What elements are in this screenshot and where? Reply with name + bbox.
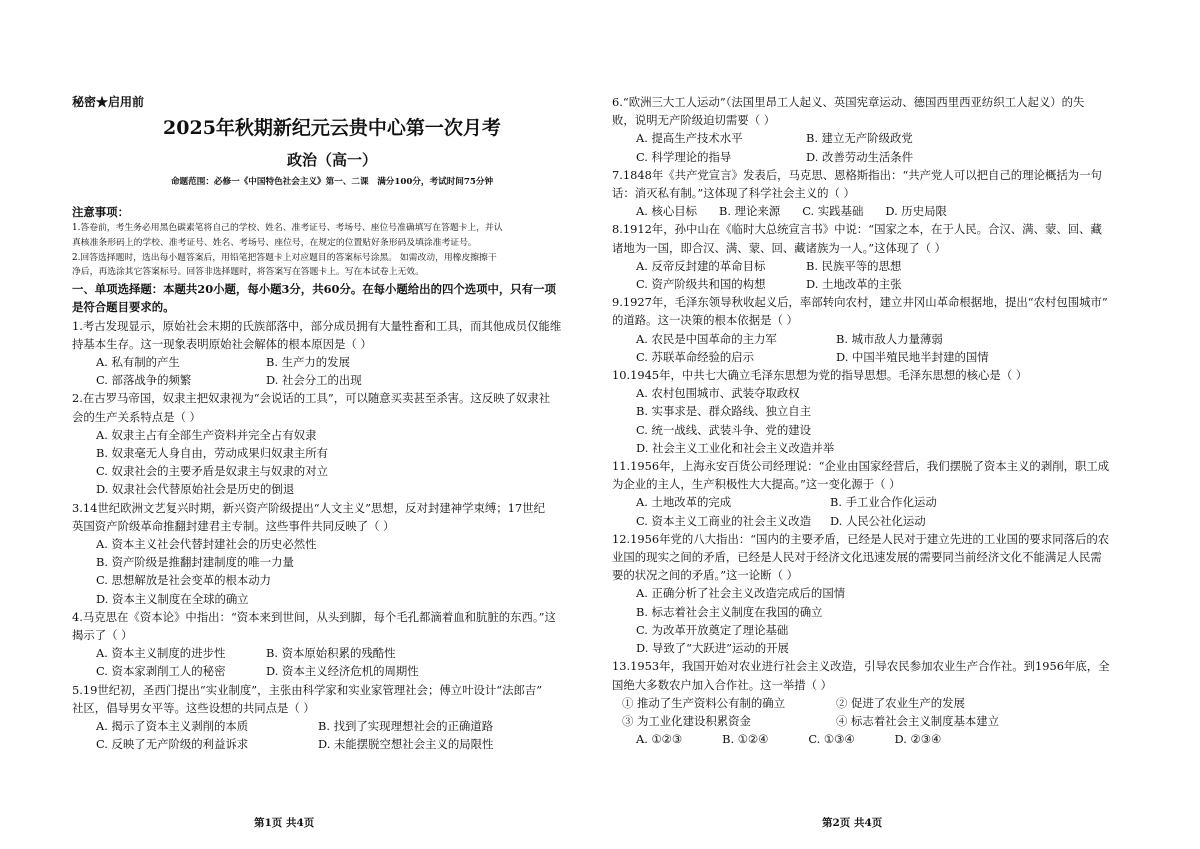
answer-option-row — [612, 493, 1160, 511]
answer-option: B. 手工业合作化运动 — [830, 495, 937, 510]
question-stem: 11.1956年，上海永安百货公司经理说：“企业由国家经营后，我们摆脱了资本主义的剥削，职工成 — [612, 459, 1110, 474]
question-item — [612, 93, 1160, 166]
question-stem: 7.1848年《共产党宣言》发表后，马克思、恩格斯指出：“共产党人可以把自己的理论概括为一句 — [612, 167, 1102, 182]
answer-option: A. 农民是中国革命的主力军 — [636, 331, 777, 346]
answer-option-row — [72, 644, 592, 662]
answer-option: D. ②③④ — [894, 732, 942, 747]
question-item — [72, 499, 592, 608]
answer-option: B. 找到了实现理想社会的正确道路 — [318, 719, 494, 734]
statement-row — [612, 712, 1160, 730]
question-stem: 5.19世纪初，圣西门提出“实业制度”，主张由科学家和实业家管理社会；傅立叶设计“法郎吉” — [72, 682, 543, 697]
question-stem: 揭示了（ ） — [72, 628, 133, 643]
answer-option: D. 奴隶社会代替原始社会是历史的倒退 — [96, 482, 295, 497]
answer-option: D. 社会主义工业化和社会主义改造并举 — [636, 440, 835, 455]
answer-option: B. 城市敌人力量薄弱 — [836, 331, 943, 346]
statement-item: ① 推动了生产资料公有制的确立 — [622, 695, 786, 710]
notice-heading: 注意事项： — [72, 205, 129, 219]
answer-option: C. 部落战争的频繁 — [96, 373, 192, 388]
question-stem: 8.1912年，孙中山在《临时大总统宣言书》中说：“国家之本，在于人民。合汉、满、蒙、回、藏 — [612, 222, 1102, 237]
question-item — [612, 166, 1160, 221]
question-item — [612, 530, 1160, 657]
statement-item: ④ 标志着社会主义制度基本建立 — [836, 713, 1000, 728]
answer-option: B. 标志着社会主义制度在我国的确立 — [636, 604, 823, 619]
question-stem: 1.考古发现显示，原始社会末期的氏族部落中，部分成员拥有大量牲畜和工具，而其他成员仅能维 — [72, 318, 562, 333]
answer-option-row — [612, 202, 1160, 220]
answer-option: B. 民族平等的思想 — [806, 258, 902, 273]
answer-option-row — [612, 348, 1160, 366]
answer-option: A. ①②③ — [636, 732, 683, 747]
statement-item: ③ 为工业化建设积累资金 — [622, 713, 751, 728]
question-stem: 会的生产关系特点是（ ） — [72, 409, 201, 424]
answer-option-row — [612, 275, 1160, 293]
question-stem: 败，说明无产阶级迫切需要（ ） — [612, 113, 776, 128]
answer-option-row — [612, 129, 1160, 147]
right-column — [612, 93, 1160, 748]
question-list — [72, 317, 592, 754]
answer-option-row — [612, 330, 1160, 348]
answer-option: D. 人民公社化运动 — [830, 513, 926, 528]
page-footer: 第1页 共4页 — [254, 817, 315, 829]
answer-option-row — [72, 717, 592, 735]
question-item — [612, 657, 1160, 748]
question-stem: 的道路。这一决策的根本依据是（ ） — [612, 313, 798, 328]
answer-option: B. 资产阶级是推翻封建制度的唯一力量 — [96, 555, 294, 570]
answer-option-row — [612, 730, 1160, 748]
answer-option: C. ①③④ — [808, 732, 855, 747]
answer-option: C. 奴隶社会的主要矛盾是奴隶主与奴隶的对立 — [96, 464, 328, 479]
question-stem: 10.1945年，中共七大确立毛泽东思想为党的指导思想。毛泽东思想的核心是（ ） — [612, 368, 1028, 383]
answer-option: C. 资本家剥削工人的秘密 — [96, 664, 226, 679]
section-heading: 一、单项选择题：本题共20小题，每小题3分，共60分。在每小题给出的四个选项中，只有一项 — [72, 282, 556, 297]
answer-option: B. 奴隶毫无人身自由，劳动成果归奴隶主所有 — [96, 446, 329, 461]
answer-option: A. 核心目标 — [636, 204, 698, 219]
question-item — [72, 608, 592, 681]
question-item — [72, 389, 592, 498]
question-stem: 诸地为一国，即合汉、满、蒙、回、藏诸族为一人。”这体现了（ ） — [612, 240, 947, 255]
answer-option: A. 提高生产技术水平 — [636, 131, 743, 146]
answer-option: C. 实践基础 — [802, 204, 864, 219]
question-stem: 3.14世纪欧洲文艺复兴时期，新兴资产阶级提出“人文主义”思想，反对封建神学束缚；17世纪 — [72, 500, 545, 515]
answer-option: C. 科学理论的指导 — [636, 149, 732, 164]
answer-option-row — [612, 257, 1160, 275]
answer-option-row — [72, 735, 592, 753]
question-stem: 12.1956年党的八大指出：“国内的主要矛盾，已经是人民对于建立先进的工业国的要求同落后的农 — [612, 531, 1110, 546]
question-stem: 要的状况之间的矛盾。”这一论断（ ） — [612, 568, 798, 583]
exam-page-2 — [600, 0, 1200, 849]
answer-option: A. 资本主义社会代替封建社会的历史必然性 — [96, 537, 317, 552]
question-stem: 持基本生存。这一现象表明原始社会解体的根本原因是（ ） — [72, 336, 372, 351]
answer-option: A. 资本主义制度的进步性 — [96, 646, 226, 661]
question-stem: 4.马克思在《资本论》中指出：“资本来到世间，从头到脚，每个毛孔都滴着血和肮脏的东西。”这 — [72, 609, 556, 624]
question-stem: 6.“欧洲三大工人运动”（法国里昂工人起义、英国宪章运动、德国西里西亚纺织工人起义）的失 — [612, 95, 1085, 109]
answer-option: D. 未能摆脱空想社会主义的局限性 — [318, 737, 494, 752]
answer-option: D. 改善劳动生活条件 — [806, 149, 914, 164]
answer-option: B. 建立无产阶级政党 — [806, 131, 913, 146]
question-stem: 2.在古罗马帝国，奴隶主把奴隶视为“会说话的工具”，可以随意买卖甚至杀害。这反映了奴隶社 — [72, 391, 551, 406]
answer-option: A. 反帝反封建的革命目标 — [636, 258, 766, 273]
answer-option: D. 社会分工的出现 — [266, 373, 362, 388]
notice-line: 真核准条形码上的学校、准考证号、姓名、考场号、座位号，在规定的位置贴好条形码及填涂准考证号。 — [72, 237, 477, 248]
question-stem: 9.1927年，毛泽东领导秋收起义后，率部转向农村，建立井冈山革命根据地，提出“农村包围城市” — [612, 295, 1108, 310]
left-column — [72, 93, 592, 753]
statement-item: ② 促进了农业生产的发展 — [836, 695, 965, 710]
question-item — [612, 366, 1160, 457]
answer-option: B. 实事求是、群众路线、独立自主 — [636, 404, 812, 419]
exam-title: 2025年秋期新纪元云贵中心第一次月考 — [163, 117, 501, 139]
question-item — [612, 457, 1160, 530]
answer-option: A. 正确分析了社会主义改造完成后的国情 — [636, 586, 846, 601]
answer-option: C. 反映了无产阶级的利益诉求 — [96, 737, 249, 752]
answer-option: C. 思想解放是社会变革的根本动力 — [96, 573, 272, 588]
answer-option: B. ①②④ — [722, 732, 769, 747]
notice-line: 1.答卷前，考生务必用黑色碳素笔将自己的学校、姓名、准考证号、考场号、座位号准确填写在答题卡上，并认 — [72, 223, 503, 233]
answer-option: C. 苏联革命经验的启示 — [636, 349, 755, 364]
question-stem: 英国资产阶级革命推翻封建君主专制。这些事件共同反映了（ ） — [72, 518, 395, 533]
answer-option: C. 为改革开放奠定了理论基础 — [636, 622, 789, 637]
answer-option: B. 生产力的发展 — [266, 355, 350, 369]
question-stem: 为企业的主人，生产积极性大大提高。”这一变化源于（ ） — [612, 477, 901, 492]
answer-option: A. 私有制的产生 — [96, 355, 180, 369]
answer-option-row — [72, 353, 592, 371]
answer-option-row — [612, 148, 1160, 166]
answer-option: B. 资本原始积累的残酷性 — [266, 646, 396, 661]
answer-option-row — [612, 512, 1160, 530]
statement-row — [612, 694, 1160, 712]
question-list — [612, 93, 1160, 748]
answer-option: D. 资本主义制度在全球的确立 — [96, 591, 249, 606]
answer-option: D. 土地改革的主张 — [806, 277, 902, 292]
answer-option: D. 导致了“大跃进”运动的开展 — [636, 641, 789, 656]
question-stem: 国绝大多数农户加入合作社。这一举措（ ） — [612, 677, 833, 692]
question-item — [612, 220, 1160, 293]
exam-scope: 命题范围：必修一《中国特色社会主义》第一、二课 满分100分，考试时间75分钟 — [170, 177, 494, 187]
page-footer: 第2页 共4页 — [822, 817, 883, 829]
question-stem: 社区，倡导男女平等。这些设想的共同点是（ ） — [72, 700, 315, 715]
answer-option: A. 揭示了资本主义剥削的本质 — [96, 719, 249, 734]
answer-option-row — [72, 662, 592, 680]
answer-option: D. 历史局限 — [885, 204, 947, 219]
section-heading: 是符合题目要求的。 — [72, 300, 175, 315]
question-stem: 13.1953年，我国开始对农业进行社会主义改造，引导农民参加农业生产合作社。到1956年底，全 — [612, 659, 1110, 674]
answer-option: D. 资本主义经济危机的周期性 — [266, 664, 419, 679]
answer-option: C. 资本主义工商业的社会主义改造 — [636, 513, 812, 528]
answer-option: C. 资产阶级共和国的构想 — [636, 277, 766, 292]
answer-option: B. 理论来源 — [719, 204, 781, 219]
confidential-label: 秘密★启用前 — [72, 95, 145, 109]
question-item — [72, 317, 592, 390]
question-item — [72, 681, 592, 754]
answer-option-row — [72, 371, 592, 389]
answer-option: D. 中国半殖民地半封建的国情 — [836, 349, 989, 364]
question-stem: 话：消灭私有制。”这体现了科学社会主义的（ ） — [612, 186, 855, 201]
answer-option: A. 奴隶主占有全部生产资料并完全占有奴隶 — [96, 427, 317, 442]
answer-option: C. 统一战线、武装斗争、党的建设 — [636, 422, 812, 437]
question-item — [612, 293, 1160, 366]
answer-option: A. 农村包围城市、武装夺取政权 — [636, 386, 800, 401]
notice-line: 2.回答选择题时，选出每小题答案后，用铅笔把答题卡上对应题目的答案标号涂黑。 如需改动，用橡皮擦擦干 — [72, 252, 497, 263]
answer-option: A. 土地改革的完成 — [636, 495, 732, 510]
exam-subject: 政治（高一） — [286, 151, 377, 169]
notice-line: 净后，再选涂其它答案标号。回答非选择题时，将答案写在答题卡上。写在本试卷上无效。 — [72, 267, 424, 278]
question-stem: 业国的现实之间的矛盾，已经是人民对于经济文化迅速发展的需要同当前经济文化不能满足人民需 — [612, 550, 1102, 565]
